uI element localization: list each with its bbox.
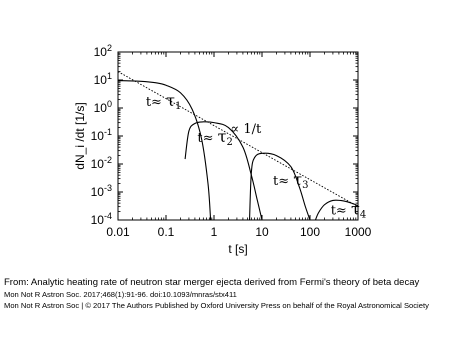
caption-copyright: Mon Not R Astron Soc | © 2017 The Authors Published by Oxford University Press on behalf of the Royal Astronomical Society: [4, 301, 429, 310]
annotation-1: $t\approx \tau_1$: [145, 90, 182, 112]
y-tick-label: $10^{-2}$: [90, 155, 112, 171]
x-tick-label: 100: [299, 225, 321, 239]
series-dotted-line: [118, 72, 358, 207]
x-tick-label: 0.01: [106, 225, 130, 239]
x-tick-label: 1: [210, 225, 218, 239]
y-axis-label: dN_i /dt [1/s]: [73, 102, 87, 170]
y-tick-label: $10^{-3}$: [90, 183, 112, 199]
annotation-4: $t\approx \tau_4$: [330, 199, 367, 221]
x-tick-label: 10: [255, 225, 269, 239]
y-tick-label: $10^0$: [93, 99, 112, 115]
caption: [4, 276, 450, 311]
labels-layer: [91, 43, 372, 239]
caption-source-title: From: Analytic heating rate of neutron star merger ejecta derived from Fermi's theory of beta decay: [4, 277, 420, 288]
x-axis-label: t [s]: [228, 242, 248, 256]
x-tick-label: 1000: [344, 225, 372, 239]
y-tick-label: $10^1$: [93, 71, 112, 87]
y-tick-label: $10^{-4}$: [90, 211, 112, 227]
annotation-3: $t\approx \tau_3$: [273, 169, 309, 191]
y-tick-label: $10^{-1}$: [90, 127, 112, 143]
caption-citation: Mon Not R Astron Soc. 2017;468(1):91-96. doi:10.1093/mnras/stx411: [4, 290, 237, 299]
x-tick-label: 0.1: [157, 225, 175, 239]
annotation-5: ∝ 1/t: [230, 121, 262, 137]
y-tick-label: $10^2$: [93, 43, 112, 59]
annotation-2: $t\approx \tau_2$: [197, 127, 233, 149]
